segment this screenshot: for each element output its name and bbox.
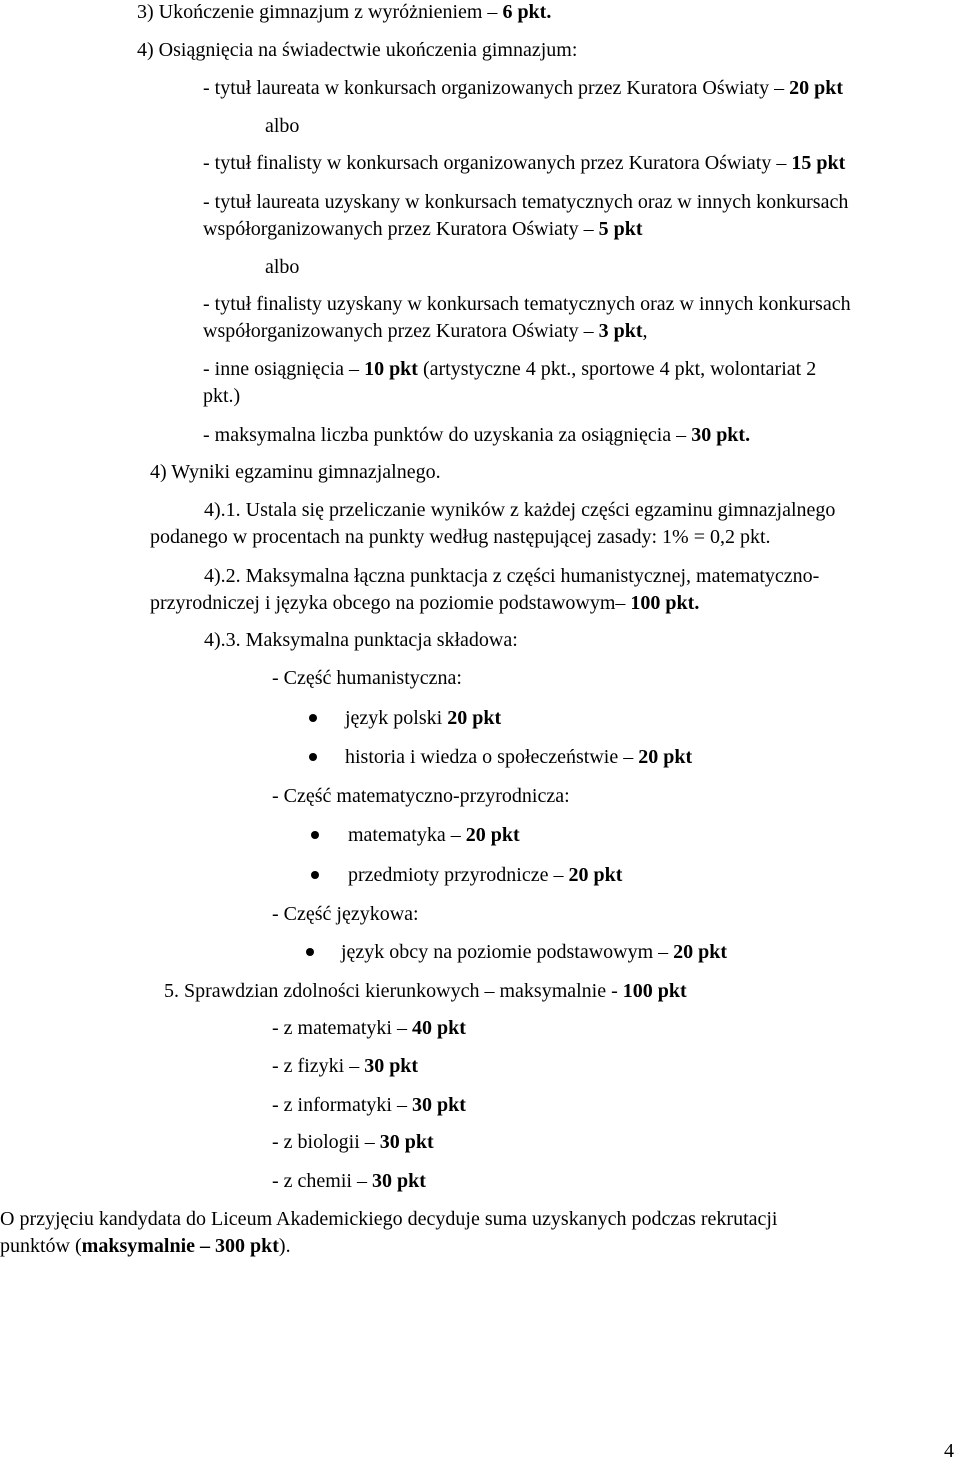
- laureate-thematic-line-1: - tytuł laureata uzyskany w konkursach tematycznych oraz w innych konkursach: [203, 191, 849, 213]
- summary-line-1: O przyjęciu kandydata do Liceum Akademickiego decyduje suma uzyskanych podczas rekrutacji: [0, 1208, 778, 1230]
- albo-2: albo: [265, 256, 300, 278]
- finalist-kurator-line: - tytuł finalisty w konkursach organizowanych przez Kuratora Oświaty – 15 pkt: [203, 152, 846, 174]
- other-achievements-line-2: pkt.): [203, 385, 241, 407]
- exam-rule-line-1: 4).1. Ustala się przeliczanie wyników z każdej części egzaminu gimnazjalnego: [204, 499, 836, 521]
- bullet-icon: [311, 871, 319, 879]
- item-5-aptitude-test: 5. Sprawdzian zdolności kierunkowych – maksymalnie - 100 pkt: [164, 980, 687, 1002]
- natural-sciences-line: przedmioty przyrodnicze – 20 pkt: [348, 864, 623, 886]
- item-4-achievements-heading: 4) Osiągnięcia na świadectwie ukończenia gimnazjum:: [137, 39, 578, 61]
- foreign-language-line: język obcy na poziomie podstawowym – 20 pkt: [341, 941, 728, 963]
- max-achievements-line: - maksymalna liczba punktów do uzyskania za osiągnięcia – 30 pkt.: [203, 424, 751, 446]
- humanities-heading: - Część humanistyczna:: [272, 667, 462, 689]
- history-line: historia i wiedza o społeczeństwie – 20 pkt: [345, 746, 693, 768]
- exam-rule-line-2: podanego w procentach na punkty według następującej zasady: 1% = 0,2 pkt.: [150, 526, 771, 548]
- laureate-kurator-line: - tytuł laureata w konkursach organizowanych przez Kuratora Oświaty – 20 pkt: [203, 77, 843, 99]
- exam-max-line-2: przyrodniczej i języka obcego na poziomie podstawowym– 100 pkt.: [150, 592, 700, 614]
- math-test-line: - z matematyki – 40 pkt: [272, 1017, 466, 1039]
- bullet-icon: [309, 714, 317, 722]
- summary-line-2: punktów (maksymalnie – 300 pkt).: [0, 1235, 291, 1257]
- bullet-icon: [306, 948, 314, 956]
- albo-1: albo: [265, 115, 300, 137]
- finalist-thematic-line-1: - tytuł finalisty uzyskany w konkursach tematycznych oraz w innych konkursach: [203, 293, 851, 315]
- item-4-exam-heading: 4) Wyniki egzaminu gimnazjalnego.: [150, 461, 441, 483]
- page-number: 4: [944, 1440, 954, 1462]
- other-achievements-line-1: - inne osiągnięcia – 10 pkt (artystyczne 4 pkt., sportowe 4 pkt, wolontariat 2: [203, 358, 817, 380]
- polish-language-line: język polski 20 pkt: [345, 707, 502, 729]
- exam-max-line-1: 4).2. Maksymalna łączna punktacja z części humanistycznej, matematyczno-: [204, 565, 820, 587]
- chemistry-test-line: - z chemii – 30 pkt: [272, 1170, 426, 1192]
- component-score-heading: 4).3. Maksymalna punktacja składowa:: [204, 629, 518, 651]
- finalist-thematic-line-2: współorganizowanych przez Kuratora Oświaty – 3 pkt,: [203, 320, 648, 342]
- bullet-icon: [311, 831, 319, 839]
- informatics-test-line: - z informatyki – 30 pkt: [272, 1094, 466, 1116]
- item-3-honors: 3) Ukończenie gimnazjum z wyróżnieniem – 6 pkt.: [137, 1, 552, 23]
- physics-test-line: - z fizyki – 30 pkt: [272, 1055, 419, 1077]
- biology-test-line: - z biologii – 30 pkt: [272, 1131, 434, 1153]
- bullet-icon: [309, 753, 317, 761]
- language-heading: - Część językowa:: [272, 903, 419, 925]
- mathematics-line: matematyka – 20 pkt: [348, 824, 520, 846]
- math-science-heading: - Część matematyczno-przyrodnicza:: [272, 785, 570, 807]
- laureate-thematic-line-2: współorganizowanych przez Kuratora Oświaty – 5 pkt: [203, 218, 643, 240]
